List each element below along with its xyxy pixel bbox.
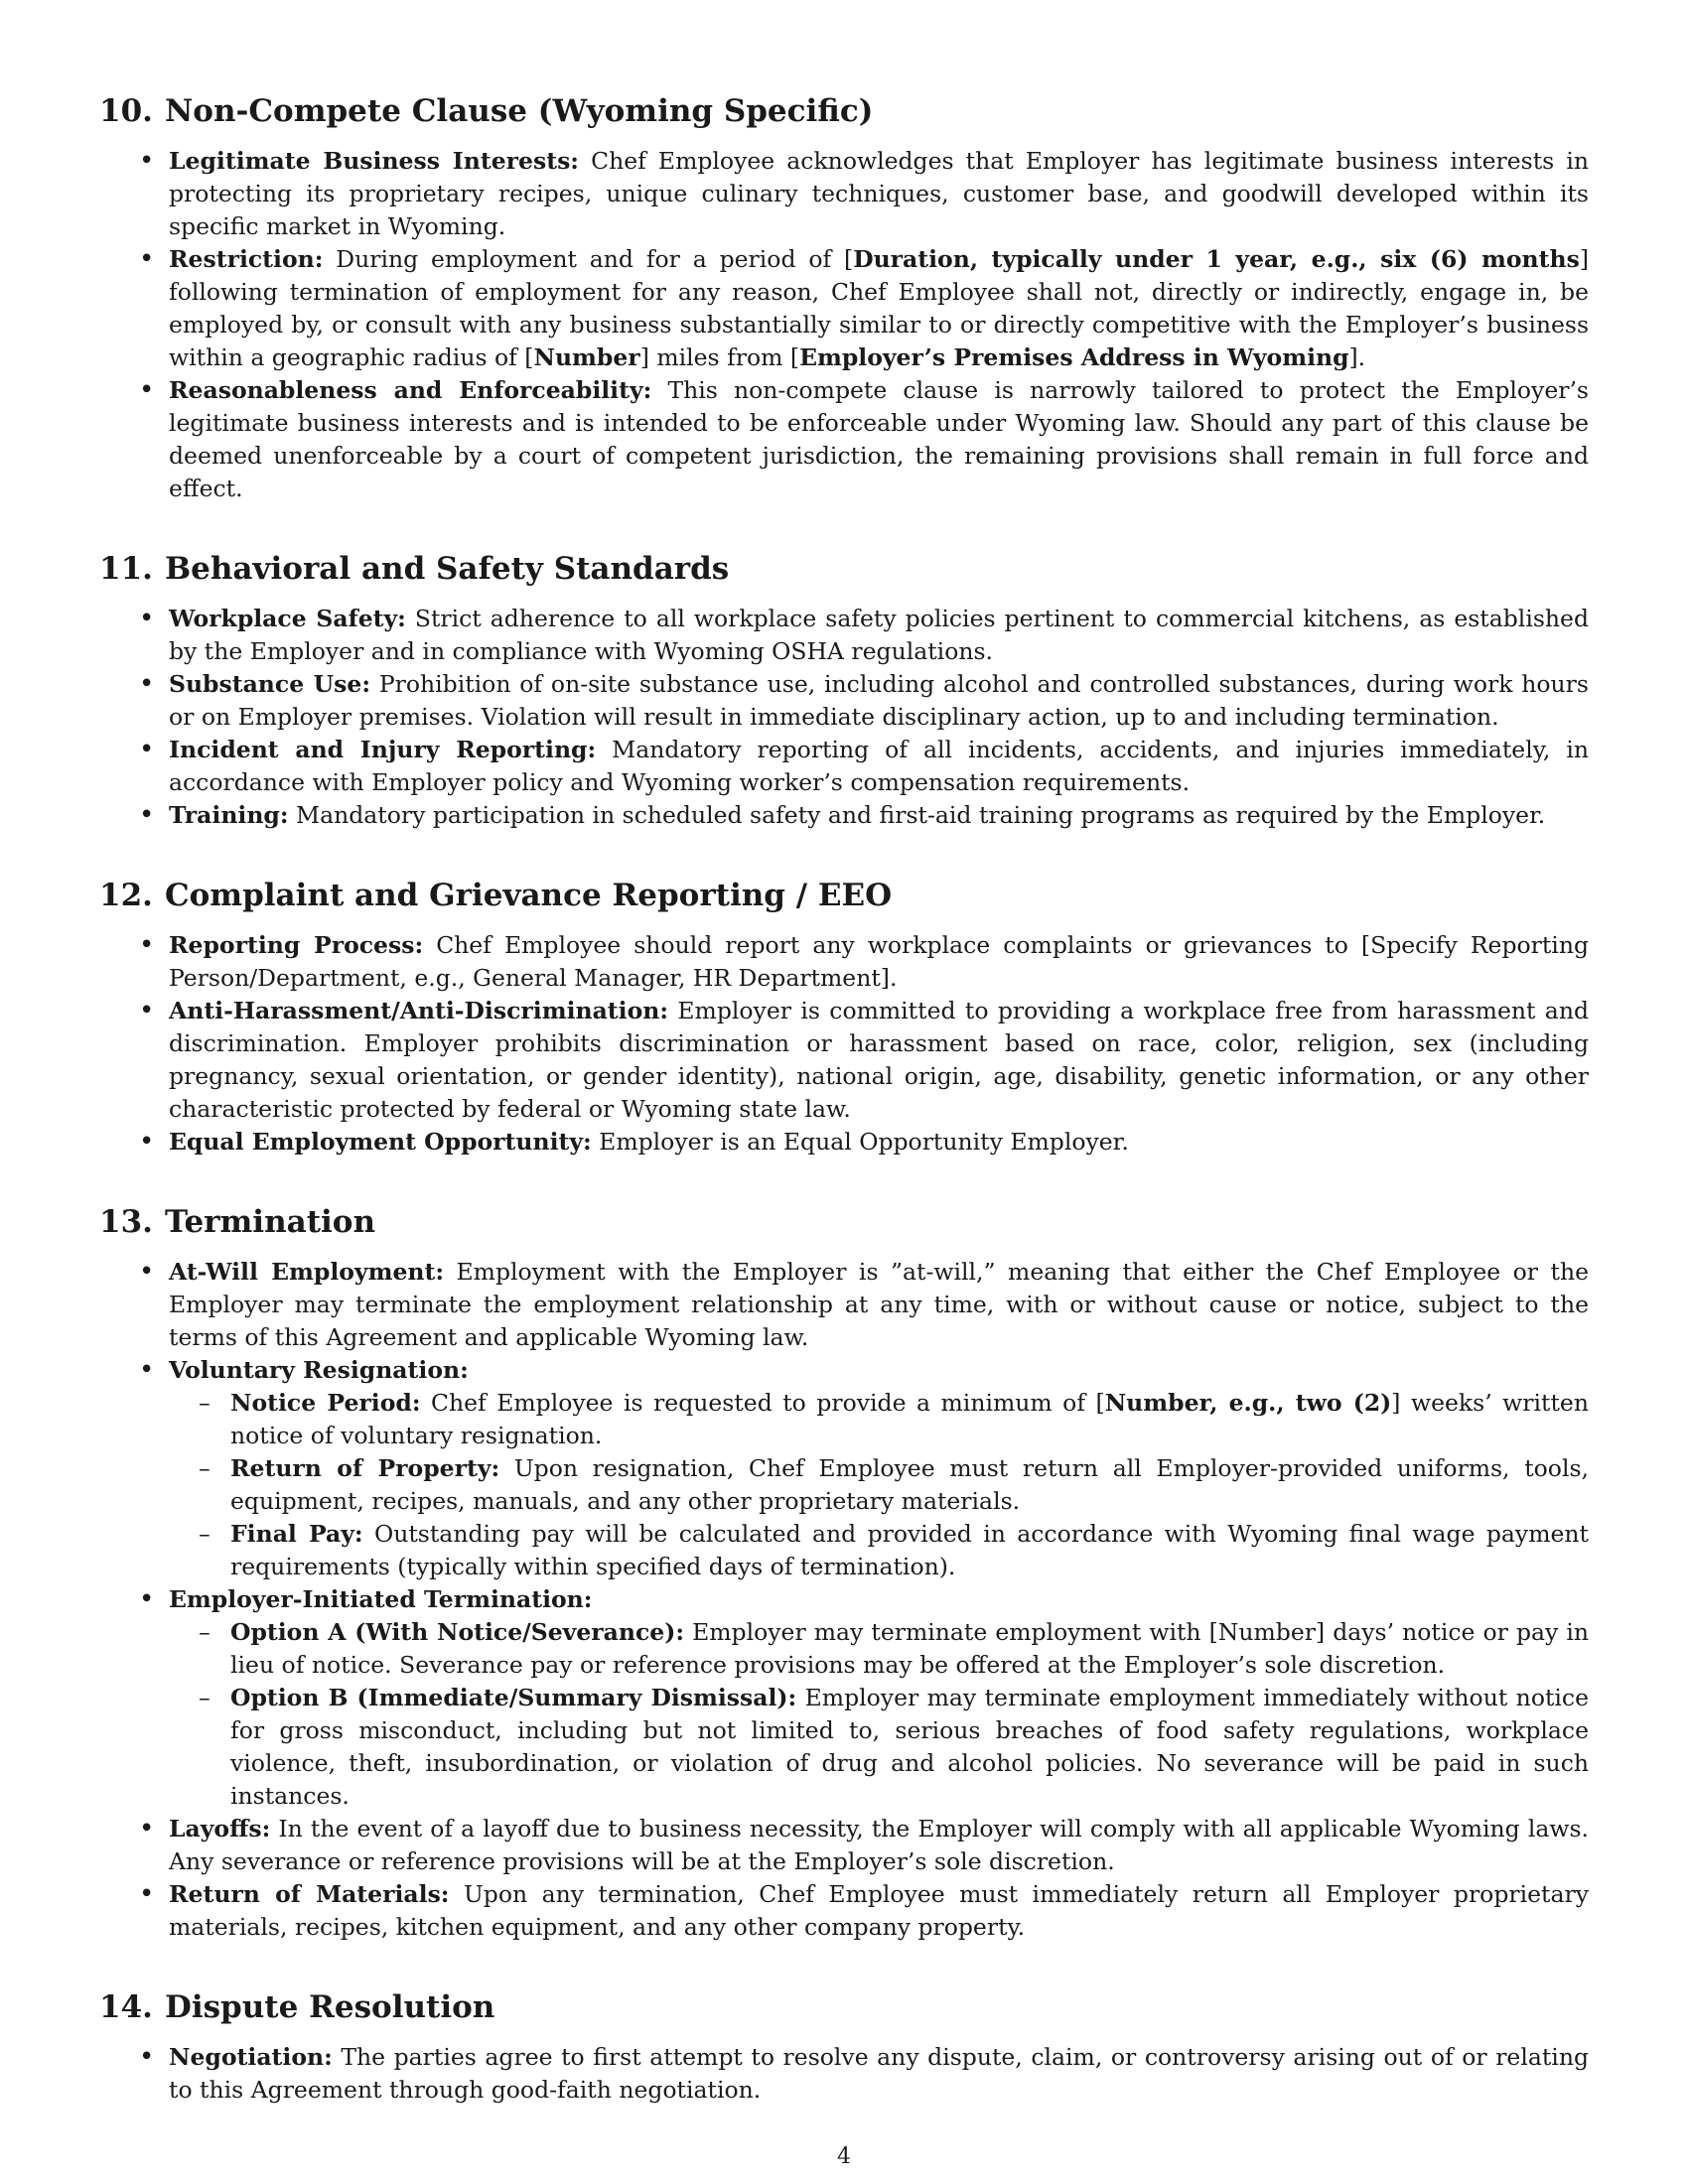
- item-text: ] miles from [: [639, 343, 800, 371]
- item-text: Employment with the Employer is ”at-will,” meaning that either the Chef Employee or the Employer may terminate the employment relationship at any time, with or without cause or notice, subject to the terms of this Agreement and applicable Wyoming law.: [169, 1258, 1589, 1351]
- item-text: Mandatory reporting of all incidents, accidents, and injuries immediately, in accordance with Employer policy and Wyoming worker’s compensation requirements.: [169, 736, 1589, 796]
- item-text: Chef Employee should report any workplace complaints or grievances to [Specify Reporting Person/Department, e.g., General Manager, HR Department].: [169, 931, 1590, 992]
- list-item: [99, 799, 1589, 832]
- section-non-compete: [99, 91, 1589, 505]
- list-item: [99, 374, 1589, 505]
- list-item: [99, 1878, 1589, 1944]
- list-item: [99, 1126, 1589, 1159]
- item-label: Incident and Injury Reporting:: [169, 736, 597, 763]
- section-heading: [99, 91, 1589, 131]
- list-item: [99, 603, 1589, 668]
- list-item: [99, 668, 1589, 734]
- sub-list-item: [169, 1452, 1589, 1518]
- item-text: During employment and for a period of [: [323, 245, 854, 273]
- item-text: Employer may terminate employment immediately without notice for gross misconduct, including but not limited to, serious breaches of food safety regulations, workplace violence, theft, insubordination, or violation of drug and alcohol policies. No severance will be paid in such instances.: [230, 1684, 1589, 1810]
- section-complaint-eeo: [99, 876, 1589, 1159]
- list-item: [99, 145, 1589, 243]
- item-label: Notice Period:: [230, 1389, 421, 1417]
- section-title: Behavioral and Safety Standards: [164, 551, 730, 587]
- section-title: Non-Compete Clause (Wyoming Specific): [164, 93, 874, 129]
- item-text: Upon any termination, Chef Employee must immediately return all Employer proprietary materials, recipes, kitchen equipment, and any other company property.: [169, 1880, 1589, 1941]
- list-item: [99, 995, 1589, 1126]
- section-heading: [99, 549, 1589, 589]
- section-title: Termination: [164, 1204, 376, 1240]
- section-behavioral-safety: [99, 549, 1589, 832]
- bullet-list: [99, 929, 1589, 1159]
- item-label: Restriction:: [169, 245, 324, 273]
- item-text: Employer is an Equal Opportunity Employer.: [591, 1128, 1129, 1156]
- item-label: Anti-Harassment/Anti-Discrimination:: [169, 997, 669, 1024]
- sub-list-item: [169, 1682, 1589, 1813]
- item-text: ] weeks’ written notice of voluntary resignation.: [230, 1389, 1589, 1449]
- item-text: Strict adherence to all workplace safety policies pertinent to commercial kitchens, as established by the Employer and in compliance with Wyoming OSHA regulations.: [169, 605, 1589, 665]
- item-text: In the event of a layoff due to business necessity, the Employer will comply with all applicable Wyoming laws. Any severance or reference provisions will be at the Employer’s sole discretion.: [169, 1815, 1589, 1875]
- item-label: Legitimate Business Interests:: [169, 147, 579, 175]
- sub-list-item: [169, 1387, 1589, 1452]
- section-dispute-resolution: [99, 1987, 1589, 2107]
- document-content: [99, 91, 1589, 2150]
- item-label: Negotiation:: [169, 2043, 333, 2071]
- item-label: Return of Property:: [230, 1454, 500, 1482]
- item-label: Employer-Initiated Termination:: [169, 1585, 593, 1613]
- bullet-list: [99, 603, 1589, 832]
- list-item: [99, 734, 1589, 799]
- section-number: 10.: [99, 93, 153, 129]
- placeholder-number: Number, e.g., two (2): [1104, 1389, 1392, 1417]
- section-termination: [99, 1202, 1589, 1944]
- list-item: [99, 1256, 1589, 1354]
- section-title: Dispute Resolution: [164, 1989, 495, 2025]
- item-text: Chef Employee acknowledges that Employer has legitimate business interests in protecting its proprietary recipes, unique culinary techniques, customer base, and goodwill developed within its specific market in Wyoming.: [169, 147, 1589, 240]
- item-label: Voluntary Resignation:: [169, 1356, 469, 1384]
- item-label: Substance Use:: [169, 670, 371, 698]
- item-text: The parties agree to first attempt to resolve any dispute, claim, or controversy arising out of or relating to this Agreement through good-faith negotiation.: [169, 2043, 1589, 2104]
- item-text: This non-compete clause is narrowly tailored to protect the Employer’s legitimate business interests and is intended to be enforceable under Wyoming law. Should any part of this clause be deemed unenforceable by a court of competent jurisdiction, the remaining provisions shall remain in full force and effect.: [169, 376, 1589, 502]
- item-label: Final Pay:: [230, 1520, 363, 1548]
- section-heading: [99, 1987, 1589, 2027]
- sub-list: [169, 1387, 1589, 1583]
- item-text: ] following termination of employment for any reason, Chef Employee shall not, directly or indirectly, engage in, be employed by, or consult with any business substantially similar to or directly competitive with the Employer’s business within a geographic radius of [: [169, 245, 1589, 371]
- bullet-list: [99, 1256, 1589, 1944]
- sub-list-item: [169, 1518, 1589, 1583]
- section-number: 12.: [99, 878, 153, 913]
- item-label: Option A (With Notice/Severance):: [230, 1618, 685, 1646]
- item-label: Return of Materials:: [169, 1880, 450, 1908]
- item-label: Layoffs:: [169, 1815, 271, 1843]
- section-title: Complaint and Grievance Reporting / EEO: [164, 878, 893, 913]
- list-item: [99, 243, 1589, 374]
- item-text: Prohibition of on-site substance use, including alcohol and controlled substances, during work hours or on Employer premises. Violation will result in immediate disciplinary action, up to and including termination.: [169, 670, 1589, 731]
- item-label: Workplace Safety:: [169, 605, 406, 632]
- placeholder-address: Employer’s Premises Address in Wyoming: [799, 343, 1349, 371]
- item-label: Reporting Process:: [169, 931, 424, 959]
- list-item: [99, 1583, 1589, 1813]
- bullet-list: [99, 145, 1589, 505]
- section-number: 13.: [99, 1204, 153, 1240]
- section-number: 11.: [99, 551, 153, 587]
- item-text: Upon resignation, Chef Employee must return all Employer-provided uniforms, tools, equipment, recipes, manuals, and any other proprietary materials.: [230, 1454, 1589, 1515]
- sub-list: [169, 1616, 1589, 1813]
- item-label: At-Will Employment:: [169, 1258, 445, 1286]
- section-heading: [99, 876, 1589, 915]
- list-item: [99, 2041, 1589, 2107]
- item-label: Reasonableness and Enforceability:: [169, 376, 652, 404]
- item-label: Training:: [169, 801, 289, 829]
- sub-list-item: [169, 1616, 1589, 1682]
- placeholder-number: Number: [533, 343, 640, 371]
- item-text: ].: [1348, 343, 1366, 371]
- item-label: Option B (Immediate/Summary Dismissal):: [230, 1684, 797, 1711]
- section-heading: [99, 1202, 1589, 1242]
- item-text: Employer may terminate employment with [Number] days’ notice or pay in lieu of notice. Severance pay or reference provisions may be offered at the Employer’s sole discretion.: [230, 1618, 1589, 1679]
- page-number: 4: [837, 2144, 851, 2169]
- list-item: [99, 929, 1589, 995]
- list-item: [99, 1354, 1589, 1583]
- item-text: Employer is committed to providing a workplace free from harassment and discrimination. Employer prohibits discrimination or harassment based on race, color, religion, sex (including pregnancy, sexual orientation, or gender identity), national origin, age, disability, genetic information, or any other characteristic protected by federal or Wyoming state law.: [169, 997, 1589, 1123]
- section-number: 14.: [99, 1989, 153, 2025]
- item-label: Equal Employment Opportunity:: [169, 1128, 592, 1156]
- list-item: [99, 1813, 1589, 1878]
- item-text: Outstanding pay will be calculated and provided in accordance with Wyoming final wage payment requirements (typically within specified days of termination).: [230, 1520, 1589, 1580]
- placeholder-duration: Duration, typically under 1 year, e.g., six (6) months: [853, 245, 1580, 273]
- item-text: Mandatory participation in scheduled safety and first-aid training programs as required by the Employer.: [288, 801, 1546, 829]
- bullet-list: [99, 2041, 1589, 2107]
- item-text: Chef Employee is requested to provide a minimum of [: [420, 1389, 1105, 1417]
